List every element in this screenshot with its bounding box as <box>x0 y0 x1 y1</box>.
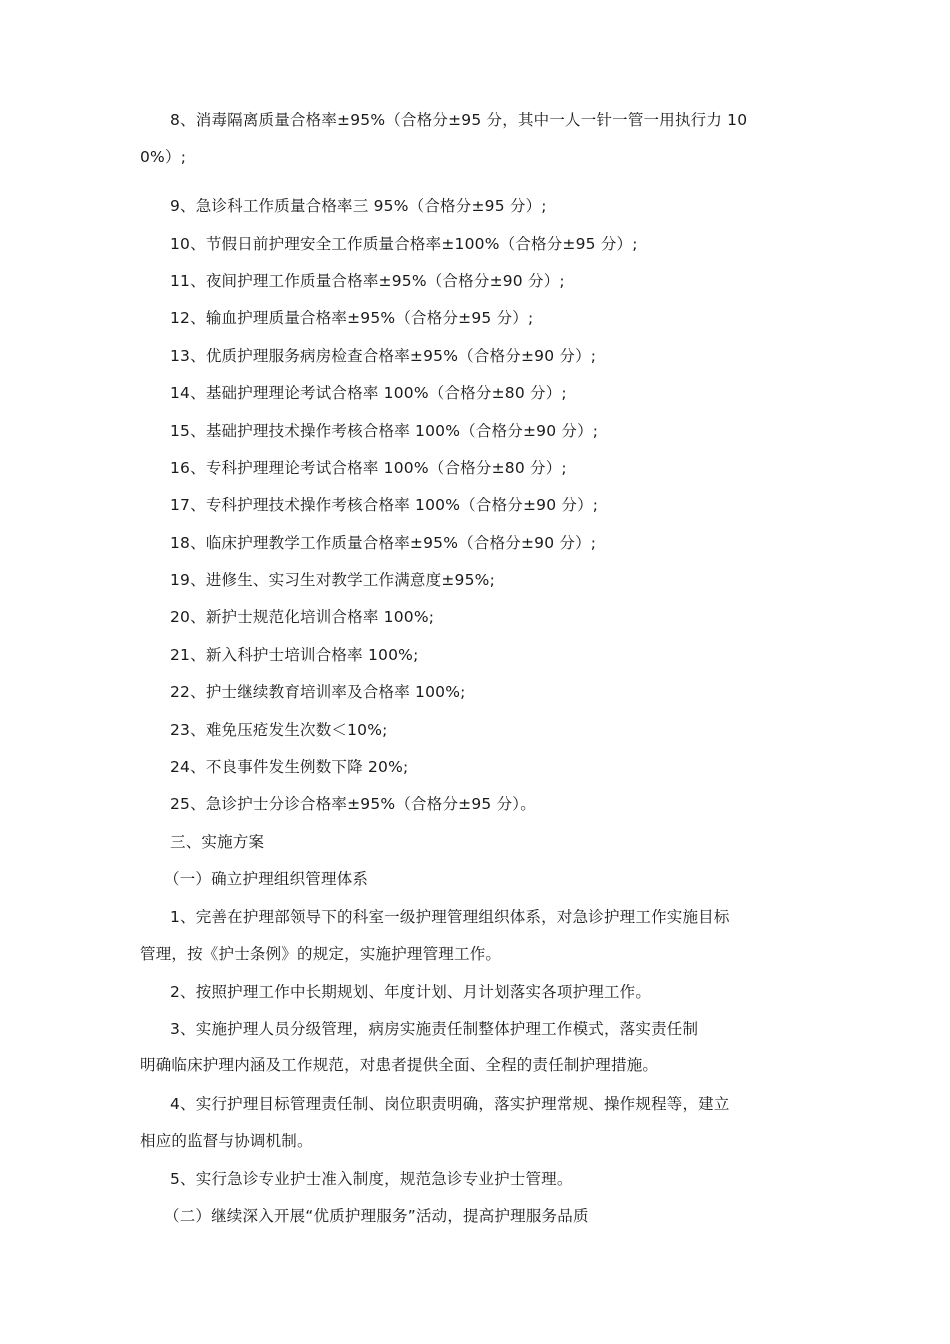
text-line: 5、实行急诊专业护士准入制度，规范急诊专业护士管理。 <box>170 1170 573 1188</box>
text-line: 23、难免压疮发生次数＜10%; <box>170 721 388 739</box>
text-line: 明确临床护理内涵及工作规范，对患者提供全面、全程的责任制护理措施。 <box>140 1056 659 1074</box>
text-line: 15、基础护理技术操作考核合格率 100%（合格分±90 分）; <box>170 422 599 440</box>
text-line: 2、按照护理工作中长期规划、年度计划、月计划落实各项护理工作。 <box>170 983 652 1001</box>
text-line: 11、夜间护理工作质量合格率±95%（合格分±90 分）; <box>170 272 565 290</box>
text-line: 21、新入科护士培训合格率 100%; <box>170 646 419 664</box>
text-line: 4、实行护理目标管理责任制、岗位职责明确，落实护理常规、操作规程等，建立 <box>170 1095 730 1113</box>
text-line: 3、实施护理人员分级管理，病房实施责任制整体护理工作模式，落实责任制 <box>170 1020 699 1038</box>
text-line: 16、专科护理理论考试合格率 100%（合格分±80 分）; <box>170 459 567 477</box>
text-line: 相应的监督与协调机制。 <box>140 1132 313 1150</box>
text-line: 10、节假日前护理安全工作质量合格率±100%（合格分±95 分）; <box>170 235 638 253</box>
text-line: 22、护士继续教育培训率及合格率 100%; <box>170 683 466 701</box>
text-line: 25、急诊护士分诊合格率±95%（合格分±95 分）。 <box>170 795 536 813</box>
text-line: 9、急诊科工作质量合格率三 95%（合格分±95 分）; <box>170 197 547 215</box>
subsection-heading: （一）确立护理组织管理体系 <box>164 870 369 888</box>
text-line: 19、进修生、实习生对教学工作满意度±95%; <box>170 571 495 589</box>
text-line: 8、消毒隔离质量合格率±95%（合格分±95 分，其中一人一针一管一用执行力 10 <box>170 111 748 129</box>
text-line: 18、临床护理教学工作质量合格率±95%（合格分±90 分）; <box>170 534 597 552</box>
text-line: 0%）; <box>140 148 187 166</box>
subsection-heading: （二）继续深入开展“优质护理服务”活动，提高护理服务品质 <box>164 1207 589 1225</box>
text-line: 13、优质护理服务病房检查合格率±95%（合格分±90 分）; <box>170 347 597 365</box>
text-line: 17、专科护理技术操作考核合格率 100%（合格分±90 分）; <box>170 496 599 514</box>
text-line: 管理，按《护士条例》的规定，实施护理管理工作。 <box>140 945 502 963</box>
text-line: 14、基础护理理论考试合格率 100%（合格分±80 分）; <box>170 384 567 402</box>
text-line: 12、输血护理质量合格率±95%（合格分±95 分）; <box>170 309 534 327</box>
section-heading: 三、实施方案 <box>170 833 265 851</box>
text-line: 1、完善在护理部领导下的科室一级护理管理组织体系，对急诊护理工作实施目标 <box>170 908 730 926</box>
text-line: 24、不良事件发生例数下降 20%; <box>170 758 409 776</box>
text-line: 20、新护士规范化培训合格率 100%; <box>170 608 435 626</box>
